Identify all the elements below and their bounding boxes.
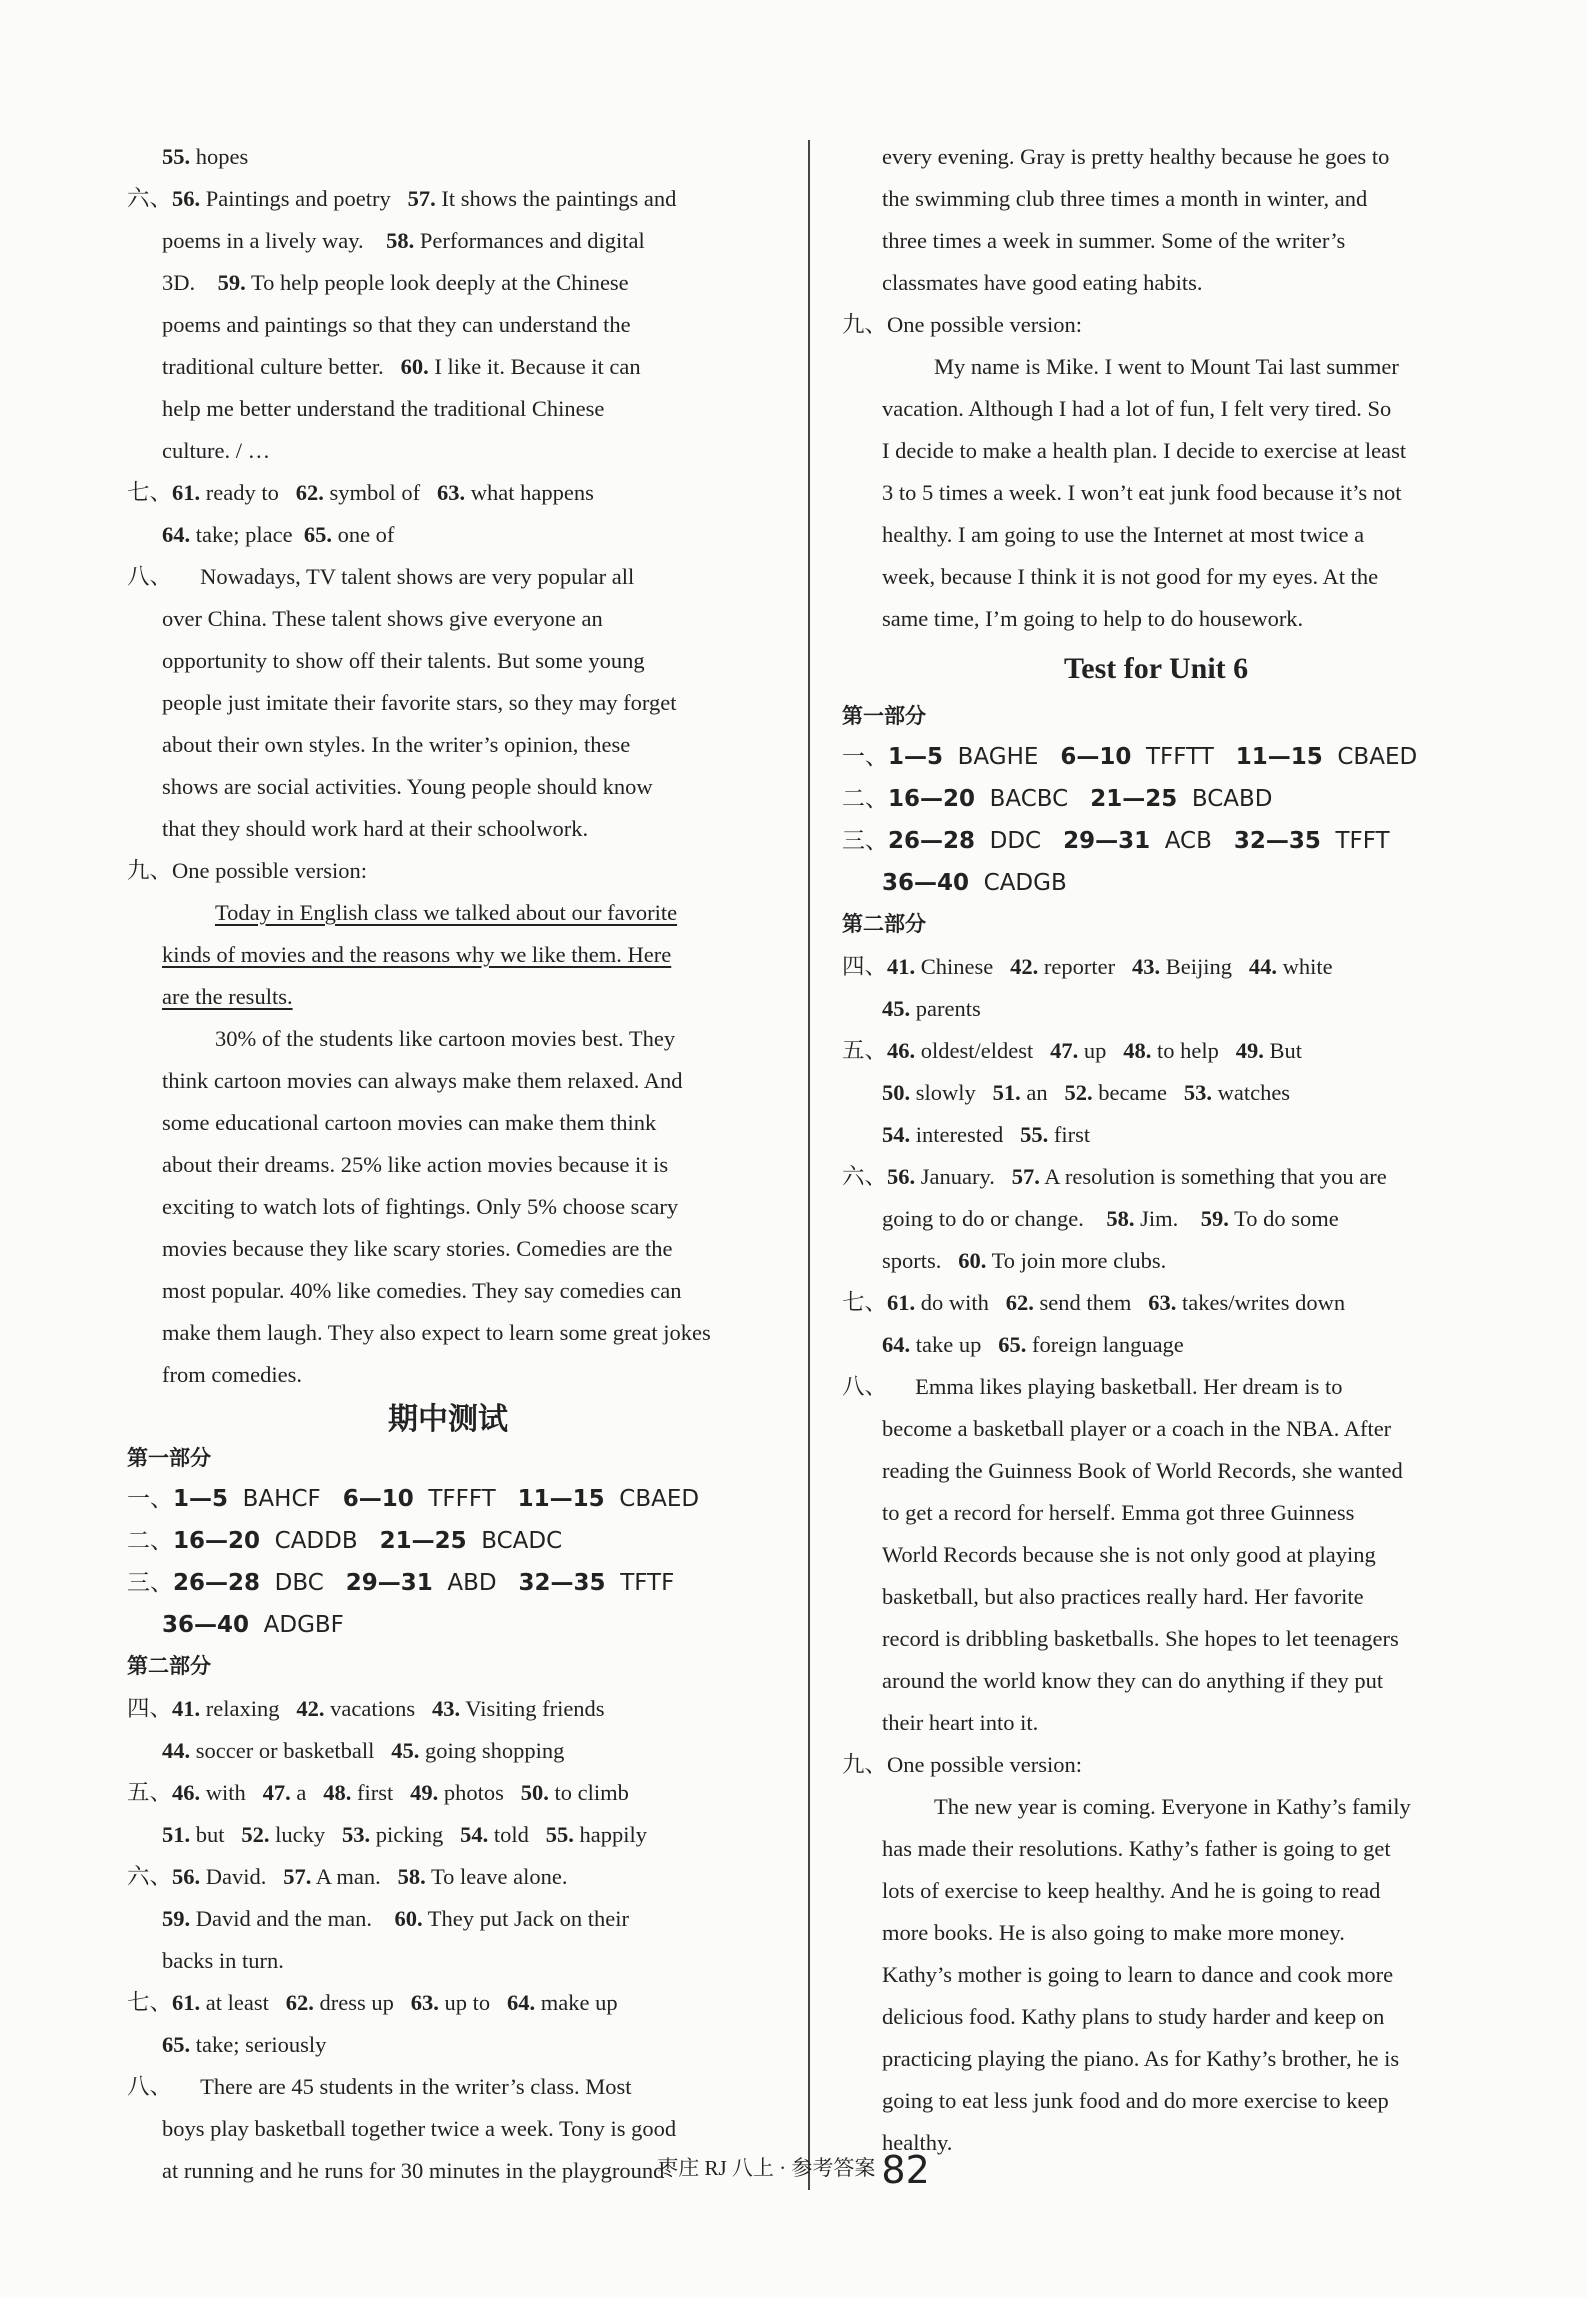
answer-line: 45. parents bbox=[882, 996, 981, 1021]
section-2-line: 二、16—20 BACBC 21—25 BCABD bbox=[842, 786, 1273, 812]
underlined-line: Today in English class we talked about our favorite bbox=[215, 900, 678, 925]
answer-line: lots of exercise to keep healthy. And he is going to read bbox=[882, 1878, 1381, 1903]
answer-line: reading the Guinness Book of World Records, she wanted bbox=[882, 1458, 1403, 1483]
answer-line: from comedies. bbox=[162, 1362, 302, 1387]
answer-line: more books. He is also going to make more money. bbox=[882, 1920, 1345, 1945]
answer-line: vacation. Although I had a lot of fun, I felt very tired. So bbox=[882, 396, 1392, 421]
section-6-line: 六、56. January. 57. A resolution is something that you are bbox=[842, 1164, 1387, 1189]
section-9-line: 九、One possible version: bbox=[842, 1752, 1082, 1777]
answer-line: 65. take; seriously bbox=[162, 2032, 327, 2057]
answer-line: has made their resolutions. Kathy’s father is going to get bbox=[882, 1836, 1391, 1861]
column-divider bbox=[808, 140, 810, 2190]
answer-line: to get a record for herself. Emma got three Guinness bbox=[882, 1500, 1355, 1525]
section-3-line: 三、26—28 DDC 29—31 ACB 32—35 TFFT bbox=[842, 828, 1390, 854]
footer-label: 枣庄 RJ 八上 · 参考答案 bbox=[657, 2155, 876, 2180]
answer-line: 50. slowly 51. an 52. became 53. watches bbox=[882, 1080, 1291, 1105]
answer-line: movies because they like scary stories. Comedies are the bbox=[162, 1236, 673, 1261]
answer-line: 55. hopes bbox=[162, 144, 249, 169]
answer-line: poems and paintings so that they can understand the bbox=[162, 312, 631, 337]
answer-line: opportunity to show off their talents. But some young bbox=[162, 648, 645, 673]
answer-line: 44. soccer or basketball 45. going shopping bbox=[162, 1738, 565, 1763]
page-footer bbox=[0, 2148, 1587, 2192]
answer-line: think cartoon movies can always make them relaxed. And bbox=[162, 1068, 683, 1093]
section-9-line: 九、One possible version: bbox=[127, 858, 367, 883]
answer-line: Kathy’s mother is going to learn to dance and cook more bbox=[882, 1962, 1394, 1987]
answer-line: 54. interested 55. first bbox=[882, 1122, 1091, 1147]
answer-line: going to do or change. 58. Jim. 59. To do some bbox=[882, 1206, 1339, 1231]
section-8-line: 八、 Emma likes playing basketball. Her dream is to bbox=[842, 1374, 1343, 1399]
answer-line: 30% of the students like cartoon movies best. They bbox=[215, 1026, 676, 1051]
part-heading: 第一部分 bbox=[127, 1446, 211, 1470]
answer-line: healthy. I am going to use the Internet at most twice a bbox=[882, 522, 1365, 547]
section-1-line: 一、1—5 BAHCF 6—10 TFFFT 11—15 CBAED bbox=[127, 1486, 700, 1512]
part-heading: 第一部分 bbox=[842, 704, 926, 728]
underlined-line: are the results. bbox=[162, 984, 293, 1009]
answer-line: the swimming club three times a month in winter, and bbox=[882, 186, 1368, 211]
answer-line: three times a week in summer. Some of the writer’s bbox=[882, 228, 1346, 253]
section-7-line: 七、61. do with 62. send them 63. takes/writes down bbox=[842, 1290, 1346, 1315]
answer-line: I decide to make a health plan. I decide to exercise at least bbox=[882, 438, 1407, 463]
page-number: 82 bbox=[881, 2148, 930, 2192]
section-1-line: 一、1—5 BAGHE 6—10 TFFTT 11—15 CBAED bbox=[842, 744, 1418, 770]
section-6-line: 六、56. Paintings and poetry 57. It shows the paintings and bbox=[127, 186, 677, 211]
answer-line: culture. / … bbox=[162, 438, 271, 463]
answer-line: become a basketball player or a coach in the NBA. After bbox=[882, 1416, 1392, 1441]
answer-line: sports. 60. To join more clubs. bbox=[882, 1248, 1167, 1273]
answer-line: backs in turn. bbox=[162, 1948, 284, 1973]
answer-line: 3D. 59. To help people look deeply at the Chinese bbox=[162, 270, 629, 295]
part-heading: 第二部分 bbox=[127, 1654, 211, 1678]
section-8-line: 八、 There are 45 students in the writer’s class. Most bbox=[127, 2074, 632, 2099]
answer-line: going to eat less junk food and do more exercise to keep bbox=[882, 2088, 1389, 2113]
section-6-line: 六、56. David. 57. A man. 58. To leave alone. bbox=[127, 1864, 568, 1889]
answer-line: around the world know they can do anything if they put bbox=[882, 1668, 1384, 1693]
answer-line: same time, I’m going to help to do housework. bbox=[882, 606, 1304, 631]
answer-line: poems in a lively way. 58. Performances and digital bbox=[162, 228, 645, 253]
answer-line: The new year is coming. Everyone in Kathy’s family bbox=[934, 1794, 1411, 1819]
answer-line: delicious food. Kathy plans to study harder and keep on bbox=[882, 2004, 1385, 2029]
answer-line: healthy. bbox=[882, 2130, 953, 2155]
section-4-line: 四、41. relaxing 42. vacations 43. Visiting friends bbox=[127, 1696, 605, 1721]
answer-line: 36—40 CADGB bbox=[882, 870, 1067, 896]
answer-line: boys play basketball together twice a week. Tony is good bbox=[162, 2116, 677, 2141]
answer-line: 64. take up 65. foreign language bbox=[882, 1332, 1184, 1357]
answer-line: World Records because she is not only good at playing bbox=[882, 1542, 1376, 1567]
answer-line: about their dreams. 25% like action movies because it is bbox=[162, 1152, 669, 1177]
underlined-line: kinds of movies and the reasons why we like them. Here bbox=[162, 942, 672, 967]
answer-line: help me better understand the traditional Chinese bbox=[162, 396, 605, 421]
answer-line: some educational cartoon movies can make them think bbox=[162, 1110, 657, 1135]
answer-line: 36—40 ADGBF bbox=[162, 1612, 344, 1638]
answer-line: shows are social activities. Young people should know bbox=[162, 774, 653, 799]
answer-line: about their own styles. In the writer’s opinion, these bbox=[162, 732, 631, 757]
answer-line: week, because I think it is not good for my eyes. At the bbox=[882, 564, 1379, 589]
answer-line: every evening. Gray is pretty healthy because he goes to bbox=[882, 144, 1390, 169]
answer-line: My name is Mike. I went to Mount Tai last summer bbox=[934, 354, 1399, 379]
answer-line: basketball, but also practices really hard. Her favorite bbox=[882, 1584, 1364, 1609]
answer-line: 3 to 5 times a week. I won’t eat junk food because it’s not bbox=[882, 480, 1402, 505]
answer-line: most popular. 40% like comedies. They say comedies can bbox=[162, 1278, 682, 1303]
answer-line: people just imitate their favorite stars, so they may forget bbox=[162, 690, 677, 715]
section-7-line: 七、61. ready to 62. symbol of 63. what happens bbox=[127, 480, 594, 505]
section-3-line: 三、26—28 DBC 29—31 ABD 32—35 TFTF bbox=[127, 1570, 675, 1596]
answer-line: make them laugh. They also expect to learn some great jokes bbox=[162, 1320, 711, 1345]
answer-line: at running and he runs for 30 minutes in the playground bbox=[162, 2158, 665, 2183]
section-5-line: 五、46. oldest/eldest 47. up 48. to help 49. But bbox=[842, 1038, 1303, 1063]
answer-line: practicing playing the piano. As for Kathy’s brother, he is bbox=[882, 2046, 1400, 2071]
answer-line: 51. but 52. lucky 53. picking 54. told 55. happily bbox=[162, 1822, 648, 1847]
answer-line: exciting to watch lots of fightings. Only 5% choose scary bbox=[162, 1194, 679, 1219]
answer-line: over China. These talent shows give everyone an bbox=[162, 606, 603, 631]
midterm-title: 期中测试 bbox=[388, 1402, 508, 1437]
answer-line: 59. David and the man. 60. They put Jack on their bbox=[162, 1906, 629, 1931]
answer-line: classmates have good eating habits. bbox=[882, 270, 1203, 295]
answer-line: traditional culture better. 60. I like it. Because it can bbox=[162, 354, 641, 379]
answer-line: that they should work hard at their schoolwork. bbox=[162, 816, 589, 841]
section-4-line: 四、41. Chinese 42. reporter 43. Beijing 44. white bbox=[842, 954, 1333, 979]
section-8-line: 八、 Nowadays, TV talent shows are very popular all bbox=[127, 564, 635, 589]
section-9-line: 九、One possible version: bbox=[842, 312, 1082, 337]
answer-line: record is dribbling basketballs. She hopes to let teenagers bbox=[882, 1626, 1399, 1651]
answer-line: their heart into it. bbox=[882, 1710, 1039, 1735]
part-heading: 第二部分 bbox=[842, 912, 926, 936]
section-7-line: 七、61. at least 62. dress up 63. up to 64. make up bbox=[127, 1990, 618, 2015]
answer-line: 64. take; place 65. one of bbox=[162, 522, 395, 547]
unit-title: Test for Unit 6 bbox=[1064, 652, 1249, 685]
section-5-line: 五、46. with 47. a 48. first 49. photos 50. to climb bbox=[127, 1780, 629, 1805]
section-2-line: 二、16—20 CADDB 21—25 BCADC bbox=[127, 1528, 563, 1554]
